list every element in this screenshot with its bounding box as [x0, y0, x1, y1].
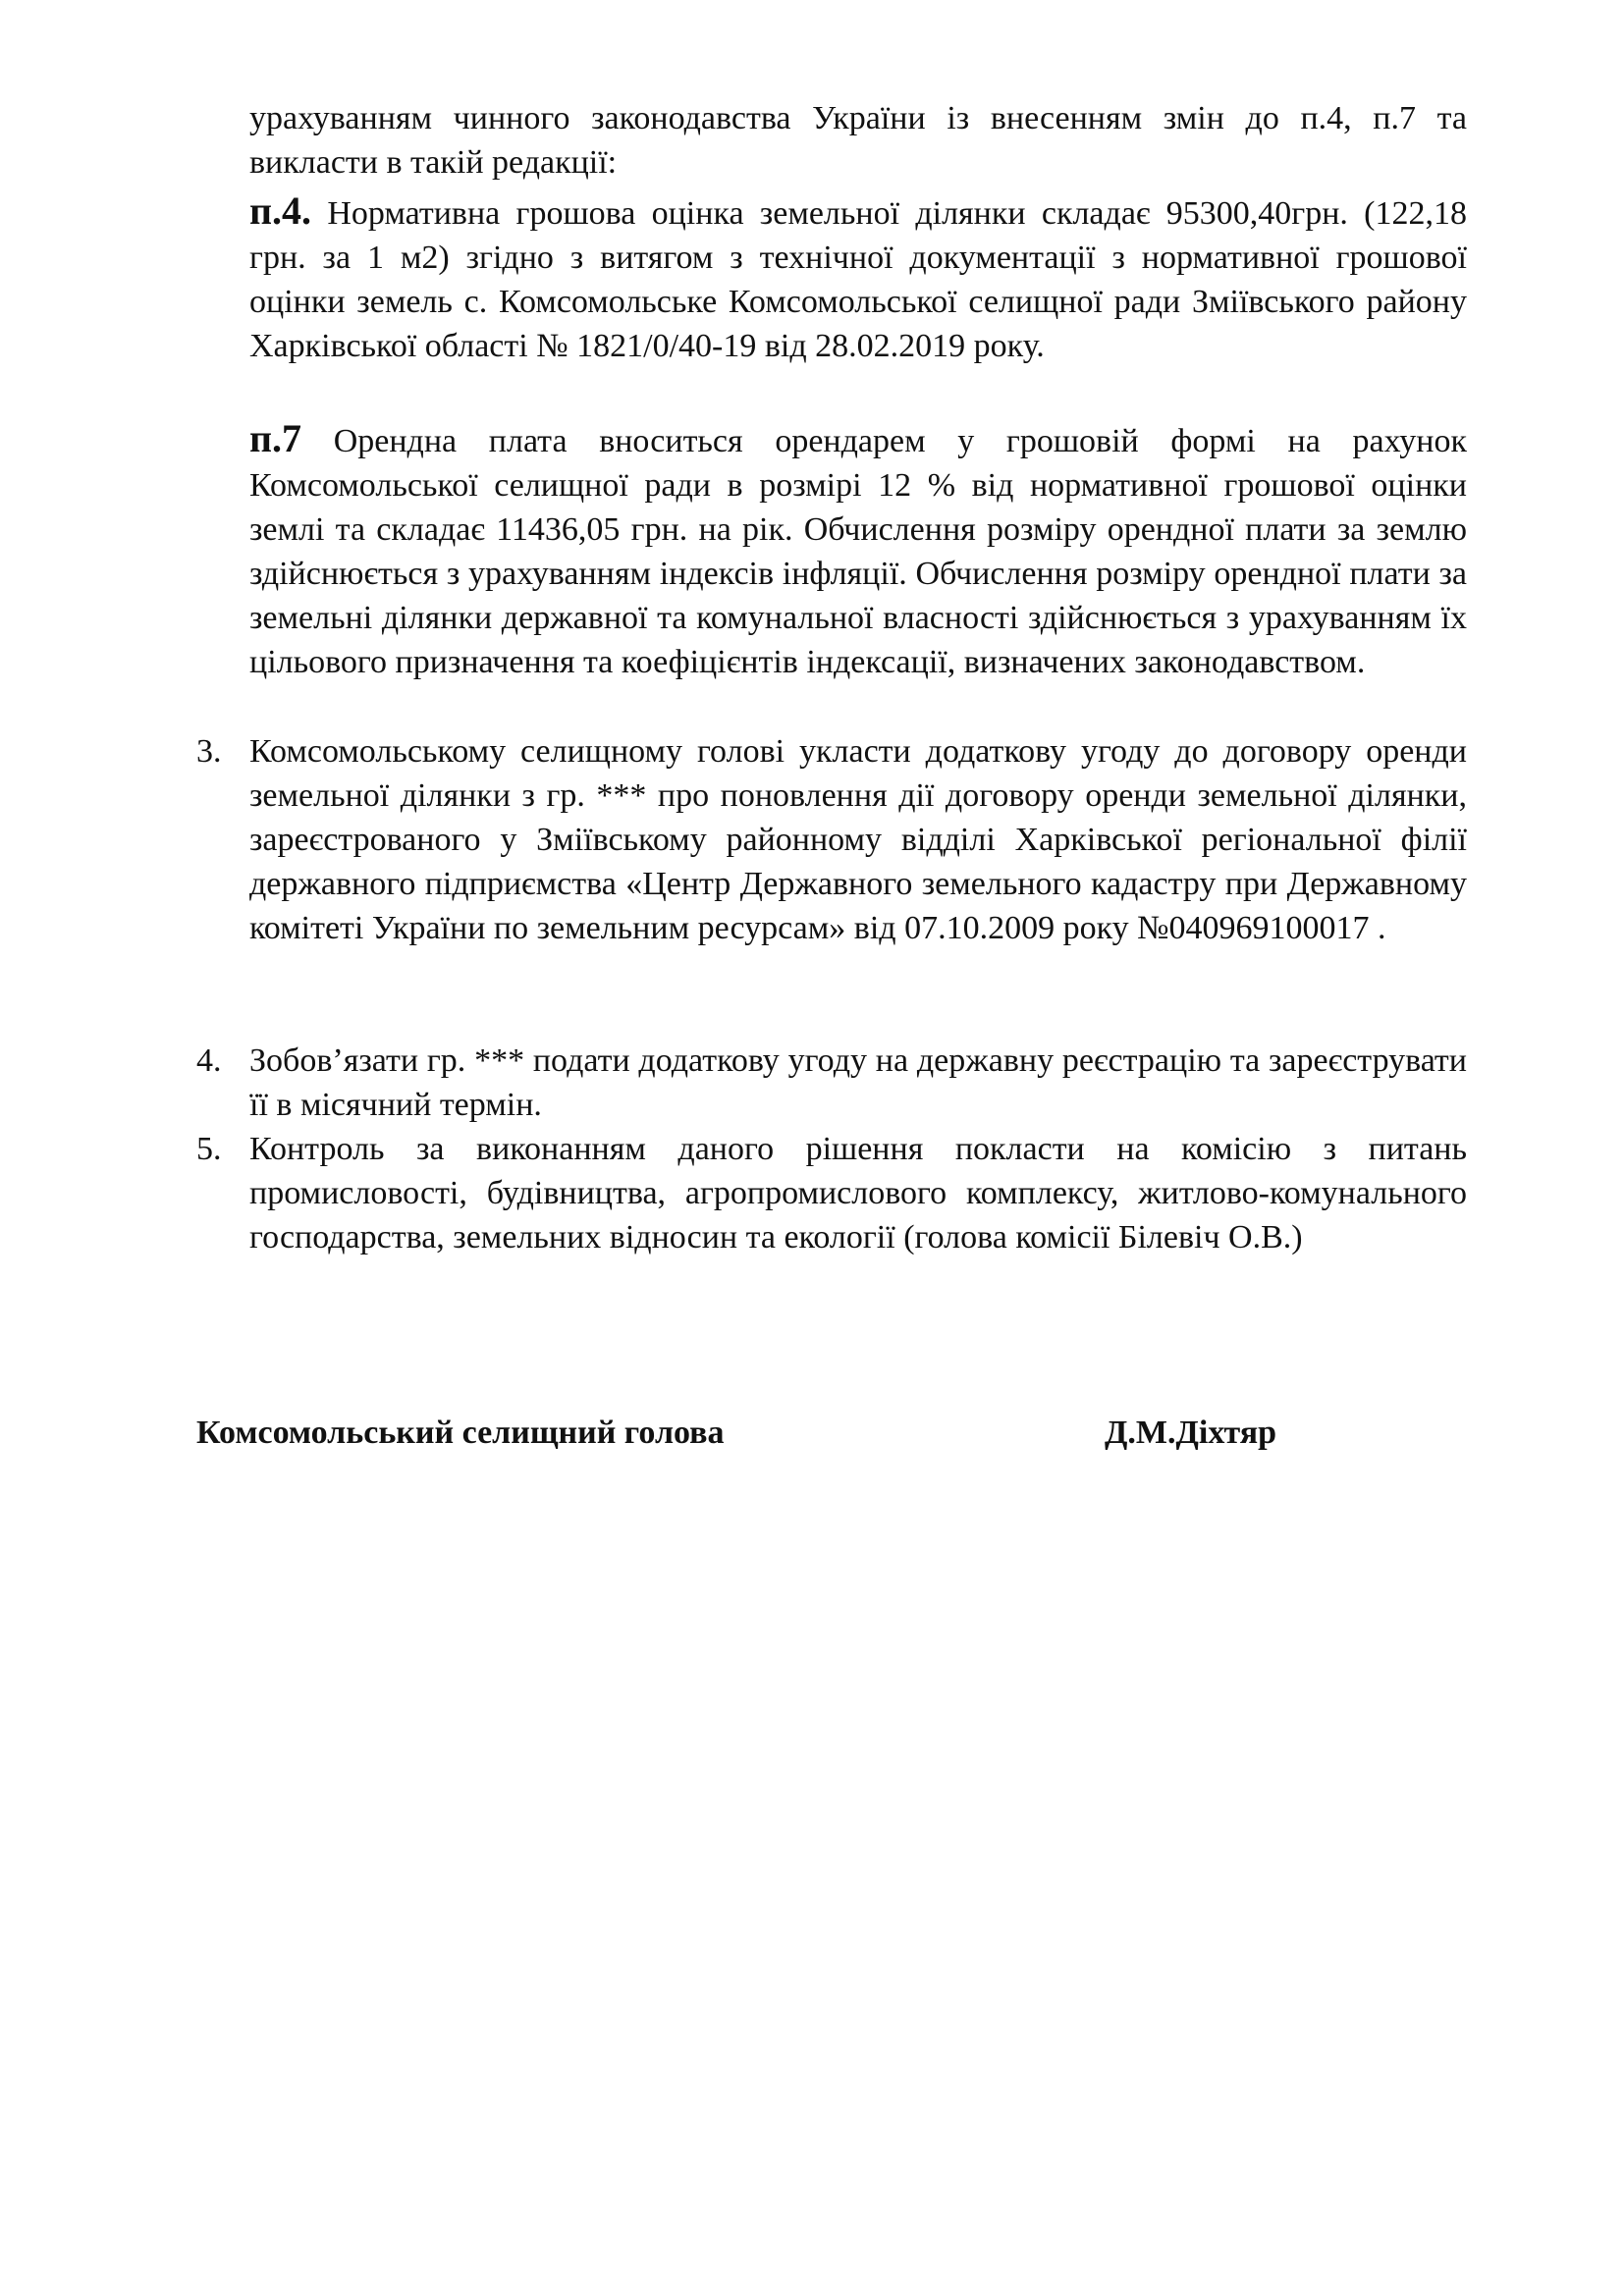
clause-4-paragraph	[249, 188, 1467, 368]
list-item-text: Комсомольському селищному голові укласти додаткову угоду до договору оренди земельної ділянки з гр. *** про поновлення дії договору оренди земельної ділянки, зареєстрованого у Зміївському районному відділі Харківської регіональної філії державного підприємства «Центр Державного земельного кадастру при Державному комітеті України по земельним ресурсам» від 07.10.2009 року №040969100017 .	[249, 733, 1467, 946]
list-item-number: 4.	[196, 1042, 222, 1079]
list-item-number: 5.	[196, 1131, 222, 1167]
list-item	[196, 1127, 1467, 1259]
list-item-text: Контроль за виконанням даного рішення покласти на комісію з питань промисловості, будівництва, агропромислового комплексу, житлово-комунального господарства, земельних відносин та екології (голова комісії Білевіч О.В.)	[249, 1131, 1467, 1255]
clause-7-paragraph	[249, 416, 1467, 684]
list-item-text: Зобов’язати гр. *** подати додаткову угоду на державну реєстрацію та зареєструвати її в місячний термін.	[249, 1042, 1467, 1123]
list-item-number: 3.	[196, 733, 222, 770]
clause-4-text: Нормативна грошова оцінка земельної ділянки складає 95300,40грн. (122,18 грн. за 1 м2) згідно з витягом з технічної документації з нормативної грошової оцінки земель с. Комсомольське Комсомольської селищної ради Зміївського району Харківської області № 1821/0/40-19 від 28.02.2019 року.	[249, 195, 1467, 364]
clause-7-label: п.7	[249, 416, 302, 460]
clause-4-label: п.4.	[249, 188, 312, 233]
list-item	[196, 729, 1467, 950]
clause-7-text: Орендна плата вноситься орендарем у грошовій формі на рахунок Комсомольської селищної ради в розмірі 12 % від нормативної грошової оцінки землі та складає 11436,05 грн. на рік. Обчислення розміру орендної плати за землю здійснюється з урахуванням індексів інфляції. Обчислення розміру орендної плати за земельні ділянки державної та комунальної власності здійснюється з урахуванням їх цільового призначення та коефіцієнтів індексації, визначених законодавством.	[249, 423, 1467, 680]
continuation-paragraph: урахуванням чинного законодавства України із внесенням змін до п.4, п.7 та викласти в такій редакції:	[249, 100, 1467, 181]
list-item	[196, 1039, 1467, 1127]
signature-name: Д.М.Діхтяр	[1105, 1415, 1277, 1451]
signature-title: Комсомольський селищний голова	[196, 1415, 725, 1451]
